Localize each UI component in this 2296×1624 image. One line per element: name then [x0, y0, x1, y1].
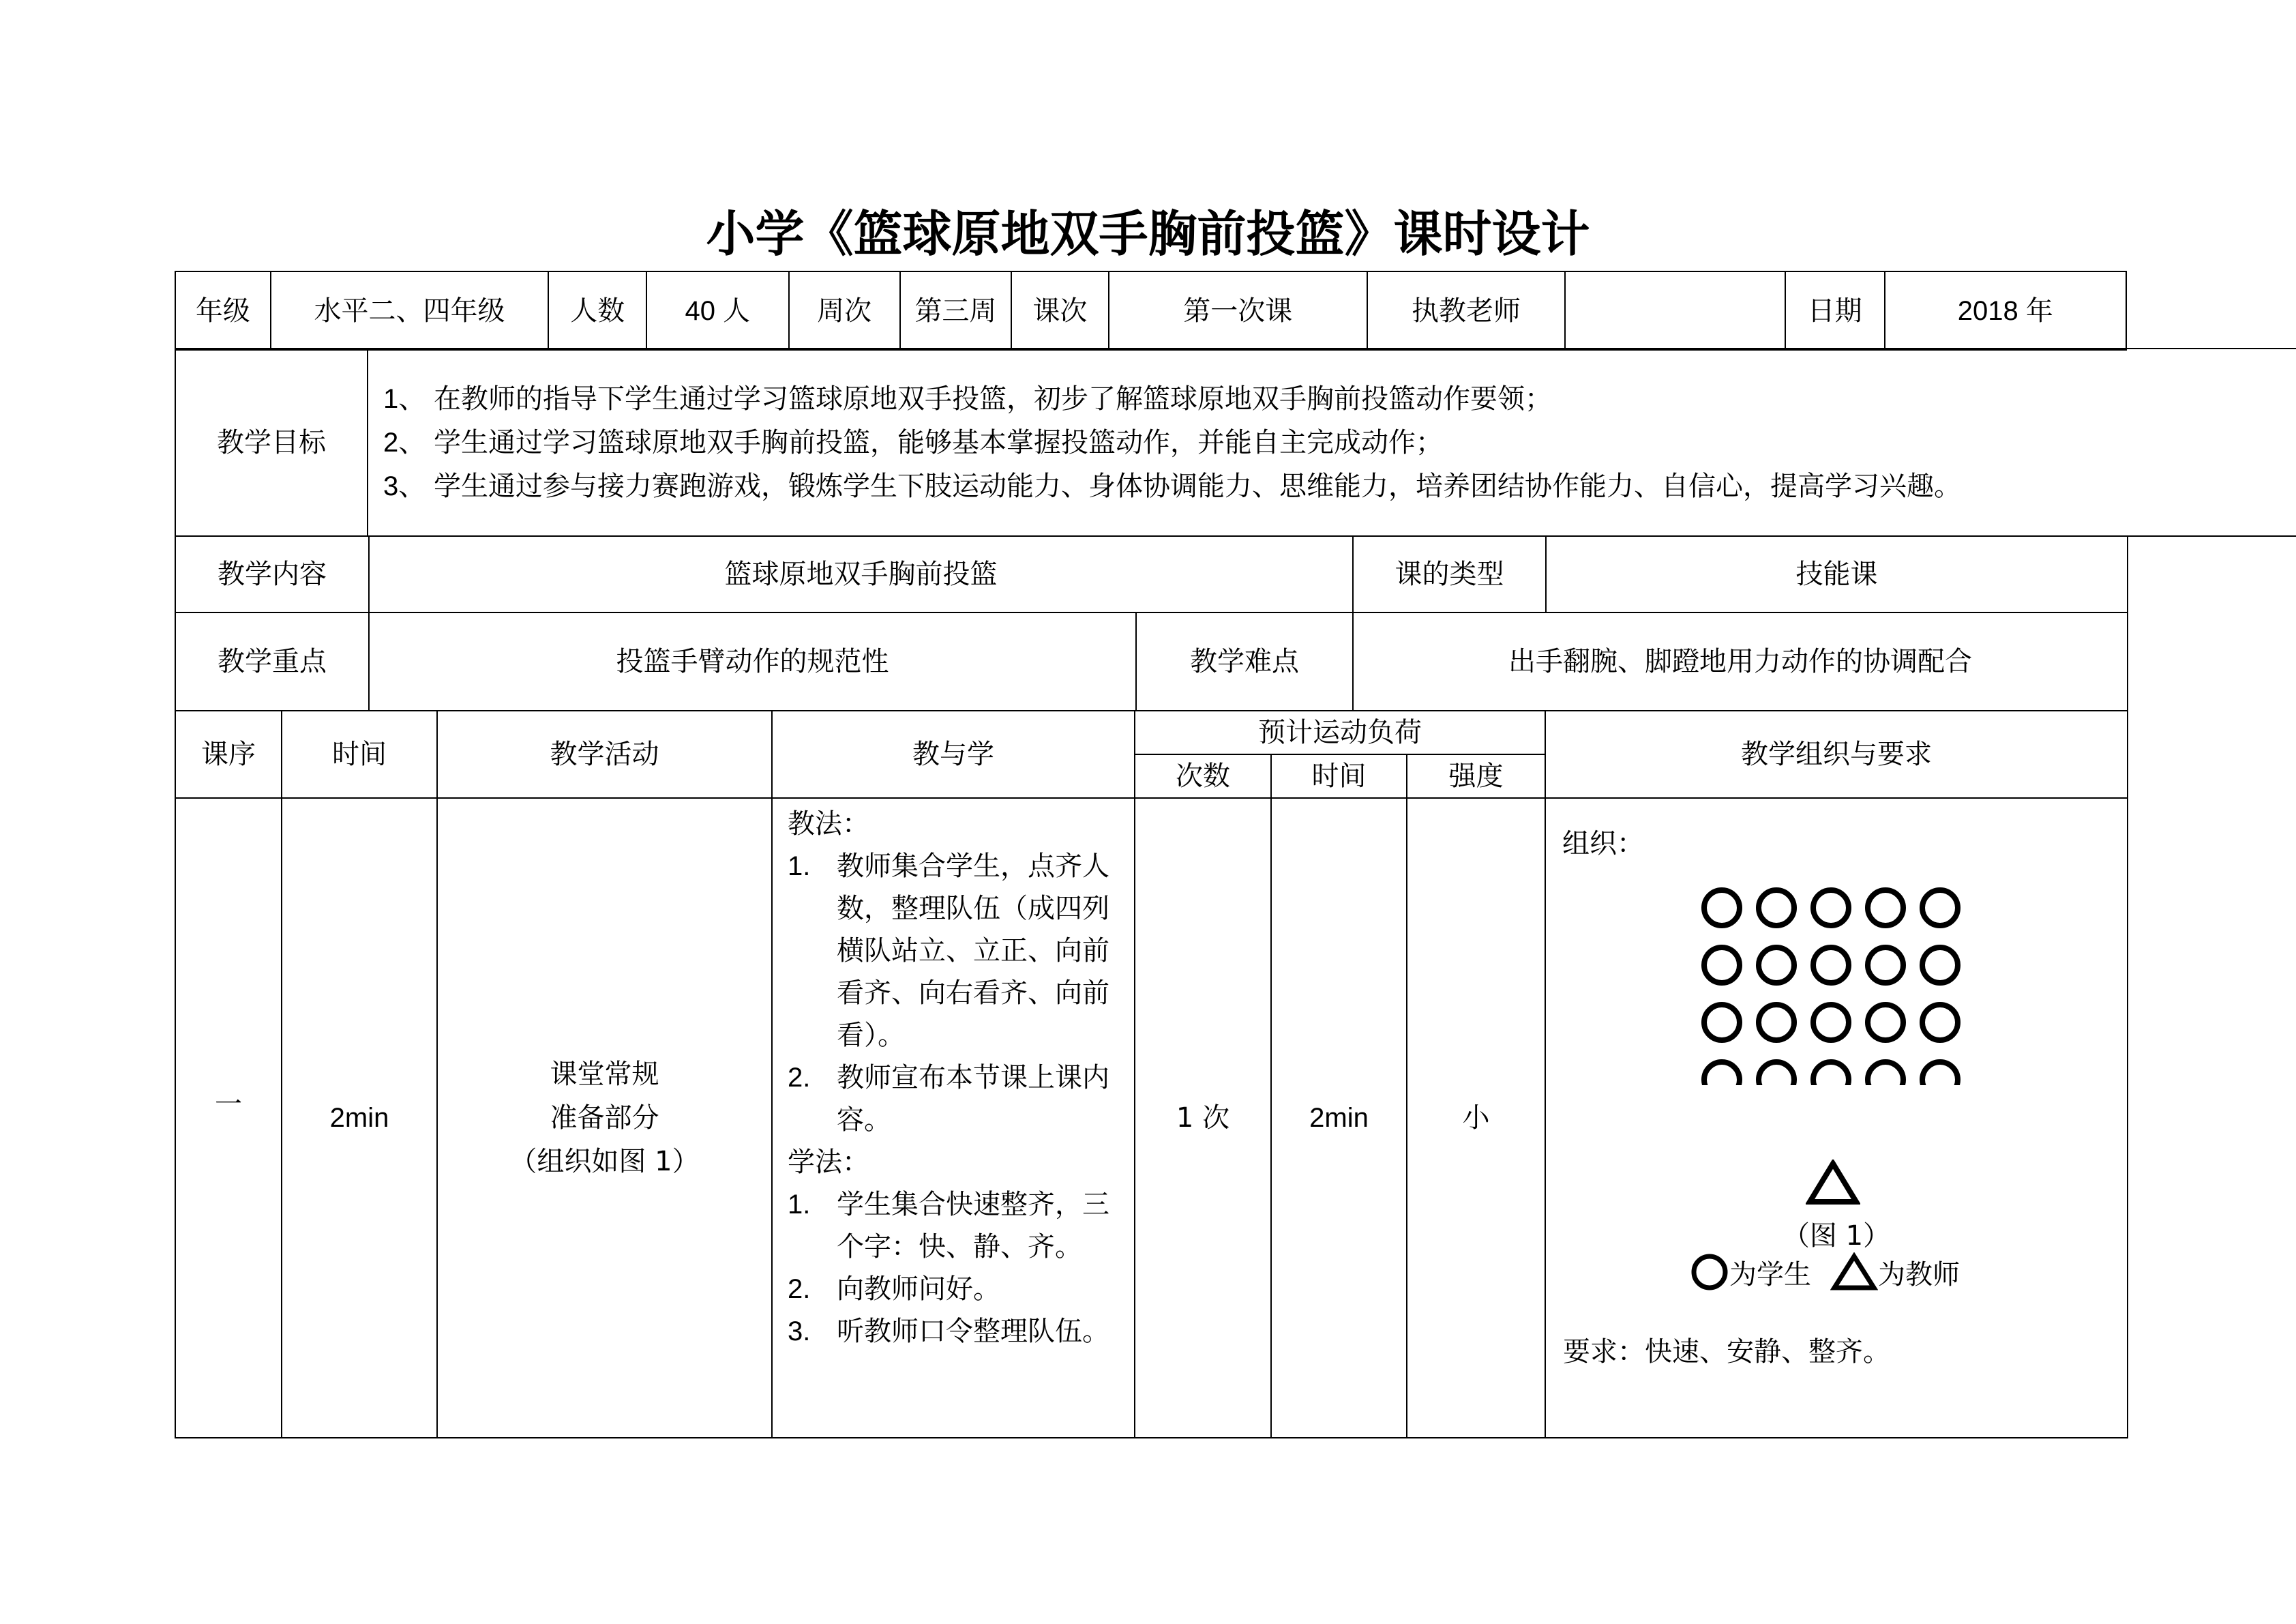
col-teach-learn: 教与学: [772, 711, 1135, 798]
grade-label: 年级: [175, 271, 271, 350]
col-load: 预计运动负荷: [1135, 711, 1545, 754]
student-circle-icon: [1759, 1005, 1794, 1040]
lesson-type-label: 课的类型: [1353, 536, 1546, 612]
learn-method-head: 学法：: [788, 1147, 869, 1178]
col-load-intensity: 强度: [1407, 754, 1545, 798]
requirement-text: 要求：快速、安静、整齐。: [1563, 1336, 1890, 1368]
count-value: 40 人: [646, 271, 788, 350]
objectives-list: [368, 349, 2296, 536]
week-label: 周次: [789, 271, 900, 350]
student-circle-icon: [1868, 1062, 1903, 1085]
student-circle-icon: [1813, 1062, 1849, 1085]
objective-item: 3、 学生通过参与接力赛跑游戏，锻炼学生下肢运动能力、身体协调能力、思维能力，培养团结协作能力、自信心，提高学习兴趣。: [383, 470, 1961, 502]
student-circle-icon: [1690, 1252, 1729, 1292]
list-item: 2. 向教师问好。: [788, 1273, 1000, 1305]
date-label: 日期: [1785, 271, 1885, 350]
column-header-row: [175, 711, 2128, 754]
content-row-table: [175, 535, 2128, 613]
activity-line: （组织如图 1）: [509, 1146, 700, 1177]
teach-method-list: [788, 845, 1127, 1141]
activity-line: 课堂常规: [550, 1059, 659, 1090]
learn-method-list: [788, 1183, 1127, 1353]
lesson-time: 2min: [282, 798, 437, 1438]
activity-table: [175, 710, 2128, 1438]
student-circle-icon: [1813, 947, 1849, 983]
student-circle-icon: [1759, 947, 1794, 983]
list-item: 1. 学生集合快速整齐，三个字：快、静、齐。: [788, 1189, 1109, 1263]
date-value: 2018 年: [1885, 271, 2126, 350]
lesson-label: 课次: [1011, 271, 1109, 350]
difficulty-value: 出手翻腕、脚蹬地用力动作的协调配合: [1353, 612, 2128, 711]
student-circle-icon: [1922, 1005, 1958, 1040]
student-circle-icon: [1704, 1005, 1740, 1040]
load-intensity-value: 小: [1407, 798, 1545, 1438]
figure-legend: [1690, 1252, 1960, 1292]
key-row-table: [175, 612, 2128, 711]
student-circle-icon: [1922, 890, 1958, 926]
student-circle-icon: [1813, 1005, 1849, 1040]
student-circle-icon: [1704, 890, 1740, 926]
content-label: 教学内容: [175, 536, 369, 612]
key-point-value: 投篮手臂动作的规范性: [369, 612, 1136, 711]
lesson-type-value: 技能课: [1546, 536, 2128, 612]
student-circle-icon: [1868, 890, 1903, 926]
objective-item: 2、 学生通过学习篮球原地双手胸前投篮，能够基本掌握投篮动作，并能自主完成动作；: [383, 426, 1443, 458]
lesson-activity: [437, 798, 772, 1438]
page-title: 小学《篮球原地双手胸前投篮》课时设计: [706, 205, 1590, 263]
grade-value: 水平二、四年级: [271, 271, 549, 350]
objectives-label: 教学目标: [175, 349, 368, 536]
objective-item: 1、 在教师的指导下学生通过学习篮球原地双手投篮，初步了解篮球原地双手胸前投篮动作要领；: [383, 383, 1552, 415]
lesson-order: 一: [175, 798, 282, 1438]
formation-figure: [1688, 881, 1974, 1085]
col-activity: 教学活动: [437, 711, 772, 798]
activity-line: 准备部分: [550, 1102, 659, 1134]
student-circle-icon: [1759, 1062, 1794, 1085]
difficulty-label: 教学难点: [1136, 612, 1353, 711]
col-time: 时间: [282, 711, 437, 798]
legend-student-label: 为学生: [1729, 1258, 1811, 1290]
col-organization: 教学组织与要求: [1545, 711, 2128, 798]
teacher-value: [1565, 271, 1785, 350]
teach-learn-methods: [772, 798, 1135, 1438]
col-order: 课序: [175, 711, 282, 798]
count-label: 人数: [548, 271, 646, 350]
student-circle-icon: [1704, 947, 1740, 983]
organization-label: 组织：: [1562, 828, 1645, 859]
header-info-table: [175, 271, 2127, 351]
figure-caption: （图 1）: [1782, 1220, 1891, 1252]
legend-teacher-label: 为教师: [1878, 1258, 1960, 1290]
list-item: 1. 教师集合学生，点齐人数，整理队伍（成四列横队站立、立正、向前看齐、向右看齐、向前看）。: [788, 851, 1109, 1051]
student-circle-icon: [1868, 947, 1903, 983]
student-circle-icon: [1759, 890, 1794, 926]
list-item: 3. 听教师口令整理队伍。: [788, 1316, 1109, 1347]
lesson-value: 第一次课: [1109, 271, 1367, 350]
objectives-row: [175, 349, 2296, 536]
teacher-label: 执教老师: [1367, 271, 1566, 350]
student-circle-icon: [1868, 1005, 1903, 1040]
student-circle-icon: [1813, 890, 1849, 926]
student-circle-icon: [1704, 1062, 1740, 1085]
teacher-triangle-icon: [1806, 1160, 1860, 1207]
student-circle-icon: [1922, 1062, 1958, 1085]
col-load-count: 次数: [1135, 754, 1271, 798]
teach-method-head: 教法：: [788, 808, 869, 840]
load-count-value: 1 次: [1135, 798, 1271, 1438]
week-value: 第三周: [900, 271, 1011, 350]
load-time-value: 2min: [1271, 798, 1407, 1438]
list-item: 2. 教师宣布本节课上课内容。: [788, 1062, 1109, 1136]
content-value: 篮球原地双手胸前投篮: [369, 536, 1353, 612]
col-load-time: 时间: [1271, 754, 1407, 798]
student-circle-icon: [1922, 947, 1958, 983]
teacher-triangle-legend-icon: [1830, 1252, 1878, 1292]
key-point-label: 教学重点: [175, 612, 369, 711]
